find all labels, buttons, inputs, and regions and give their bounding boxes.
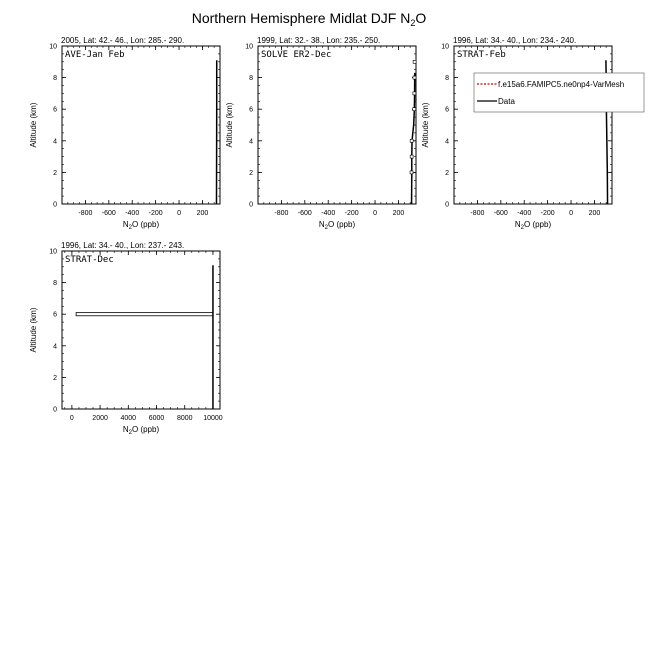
plot-frame bbox=[454, 46, 612, 204]
x-tick-label: -800 bbox=[78, 210, 93, 217]
data-marker bbox=[413, 92, 416, 95]
data-marker bbox=[413, 60, 416, 63]
x-tick-label: 4000 bbox=[120, 415, 137, 422]
x-axis-label: $N_2O$ (ppb) bbox=[318, 220, 356, 231]
x-tick-label: 0 bbox=[569, 210, 573, 217]
plot-frame bbox=[62, 46, 220, 204]
figure-title-sub: 2 bbox=[410, 18, 416, 28]
plot-frame bbox=[62, 251, 220, 409]
panel-4 bbox=[29, 241, 223, 436]
y-tick-label: 10 bbox=[245, 43, 253, 51]
x-axis-label: $N_2O$ (ppb) bbox=[122, 425, 160, 436]
y-tick-label: 0 bbox=[445, 201, 449, 209]
x-tick-label: -200 bbox=[540, 210, 555, 217]
y-tick-label: 8 bbox=[249, 75, 253, 83]
legend-box bbox=[474, 73, 644, 112]
x-tick-label: 0 bbox=[69, 415, 74, 422]
panel-subtitle: 2005, Lat: 42.- 46., Lon: 285.- 290. bbox=[61, 36, 185, 45]
y-tick-label: 6 bbox=[249, 106, 253, 114]
data-marker bbox=[410, 171, 413, 174]
y-axis-label: Altitude (km) bbox=[421, 102, 430, 148]
y-tick-label: 10 bbox=[441, 43, 449, 51]
panel-subtitle: 1996, Lat: 34.- 40., Lon: 234.- 240. bbox=[453, 36, 577, 45]
panel-3 bbox=[421, 36, 612, 231]
y-tick-label: 6 bbox=[445, 106, 449, 114]
x-tick-label: -400 bbox=[125, 210, 140, 217]
x-tick-label: 2000 bbox=[92, 415, 108, 422]
x-tick-label: 200 bbox=[588, 210, 601, 217]
y-tick-label: 4 bbox=[53, 343, 57, 351]
data-marker bbox=[413, 76, 416, 79]
x-tick-label: -800 bbox=[274, 210, 289, 217]
figure-title bbox=[192, 10, 427, 28]
panel-1 bbox=[29, 36, 220, 231]
x-tick-label: -800 bbox=[470, 210, 485, 217]
x-tick-label: -600 bbox=[101, 210, 116, 217]
x-tick-label: 200 bbox=[392, 210, 405, 217]
y-tick-label: 10 bbox=[49, 248, 57, 256]
y-tick-label: 0 bbox=[53, 406, 57, 414]
x-axis-label: $N_2O$ (ppb) bbox=[122, 220, 160, 231]
x-axis-label: $N_2O$ (ppb) bbox=[514, 220, 552, 231]
y-tick-label: 8 bbox=[445, 75, 449, 83]
x-tick-label: -400 bbox=[517, 210, 532, 217]
y-tick-label: 8 bbox=[53, 280, 57, 288]
y-tick-label: 0 bbox=[53, 201, 57, 209]
y-tick-label: 4 bbox=[249, 138, 253, 146]
y-tick-label: 4 bbox=[53, 138, 57, 146]
y-tick-label: 2 bbox=[53, 169, 57, 177]
y-axis-label: Altitude (km) bbox=[29, 102, 38, 148]
y-tick-label: 0 bbox=[249, 201, 253, 209]
data-marker bbox=[410, 139, 413, 142]
campaign-label: AVE-Jan Feb bbox=[65, 50, 125, 60]
y-tick-label: 2 bbox=[249, 169, 253, 177]
x-tick-label: -200 bbox=[344, 210, 359, 217]
x-tick-label: -600 bbox=[493, 210, 508, 217]
x-tick-label: 10000 bbox=[203, 415, 223, 422]
figure-title-main: Northern Hemisphere Midlat DJF N bbox=[191, 10, 411, 26]
figure-title-end: O bbox=[415, 10, 427, 26]
legend bbox=[474, 73, 644, 112]
plot-frame bbox=[258, 46, 416, 204]
x-tick-label: 6000 bbox=[148, 415, 165, 422]
x-tick-label: 8000 bbox=[176, 415, 193, 422]
x-tick-label: 0 bbox=[177, 210, 181, 217]
panel-2 bbox=[225, 36, 416, 231]
data-range-band bbox=[76, 313, 213, 316]
x-tick-label: -600 bbox=[297, 210, 312, 217]
x-tick-label: 0 bbox=[373, 210, 377, 217]
legend-label: f.e15a6.FAMIPC5.ne0np4-VarMesh bbox=[498, 80, 625, 89]
campaign-label: STRAT-Dec bbox=[65, 255, 114, 265]
data-marker bbox=[410, 155, 413, 158]
x-tick-label: -400 bbox=[321, 210, 336, 217]
y-axis-label: Altitude (km) bbox=[29, 307, 38, 353]
data-marker bbox=[413, 108, 416, 111]
panel-subtitle: 1999, Lat: 32.- 38., Lon: 235.- 250. bbox=[257, 36, 381, 45]
x-tick-label: -200 bbox=[148, 210, 163, 217]
y-tick-label: 4 bbox=[445, 138, 449, 146]
y-tick-label: 8 bbox=[53, 75, 57, 83]
y-tick-label: 6 bbox=[53, 106, 57, 114]
campaign-label: STRAT-Feb bbox=[457, 50, 506, 60]
y-tick-label: 2 bbox=[445, 169, 449, 177]
y-axis-label: Altitude (km) bbox=[225, 102, 234, 148]
campaign-label: SOLVE ER2-Dec bbox=[261, 50, 332, 60]
legend-label: Data bbox=[498, 97, 515, 106]
y-tick-label: 6 bbox=[53, 311, 57, 319]
panel-subtitle: 1996, Lat: 34.- 40., Lon: 237.- 243. bbox=[61, 241, 185, 250]
y-tick-label: 10 bbox=[49, 43, 57, 51]
y-tick-label: 2 bbox=[53, 374, 57, 382]
x-tick-label: 200 bbox=[196, 210, 209, 217]
